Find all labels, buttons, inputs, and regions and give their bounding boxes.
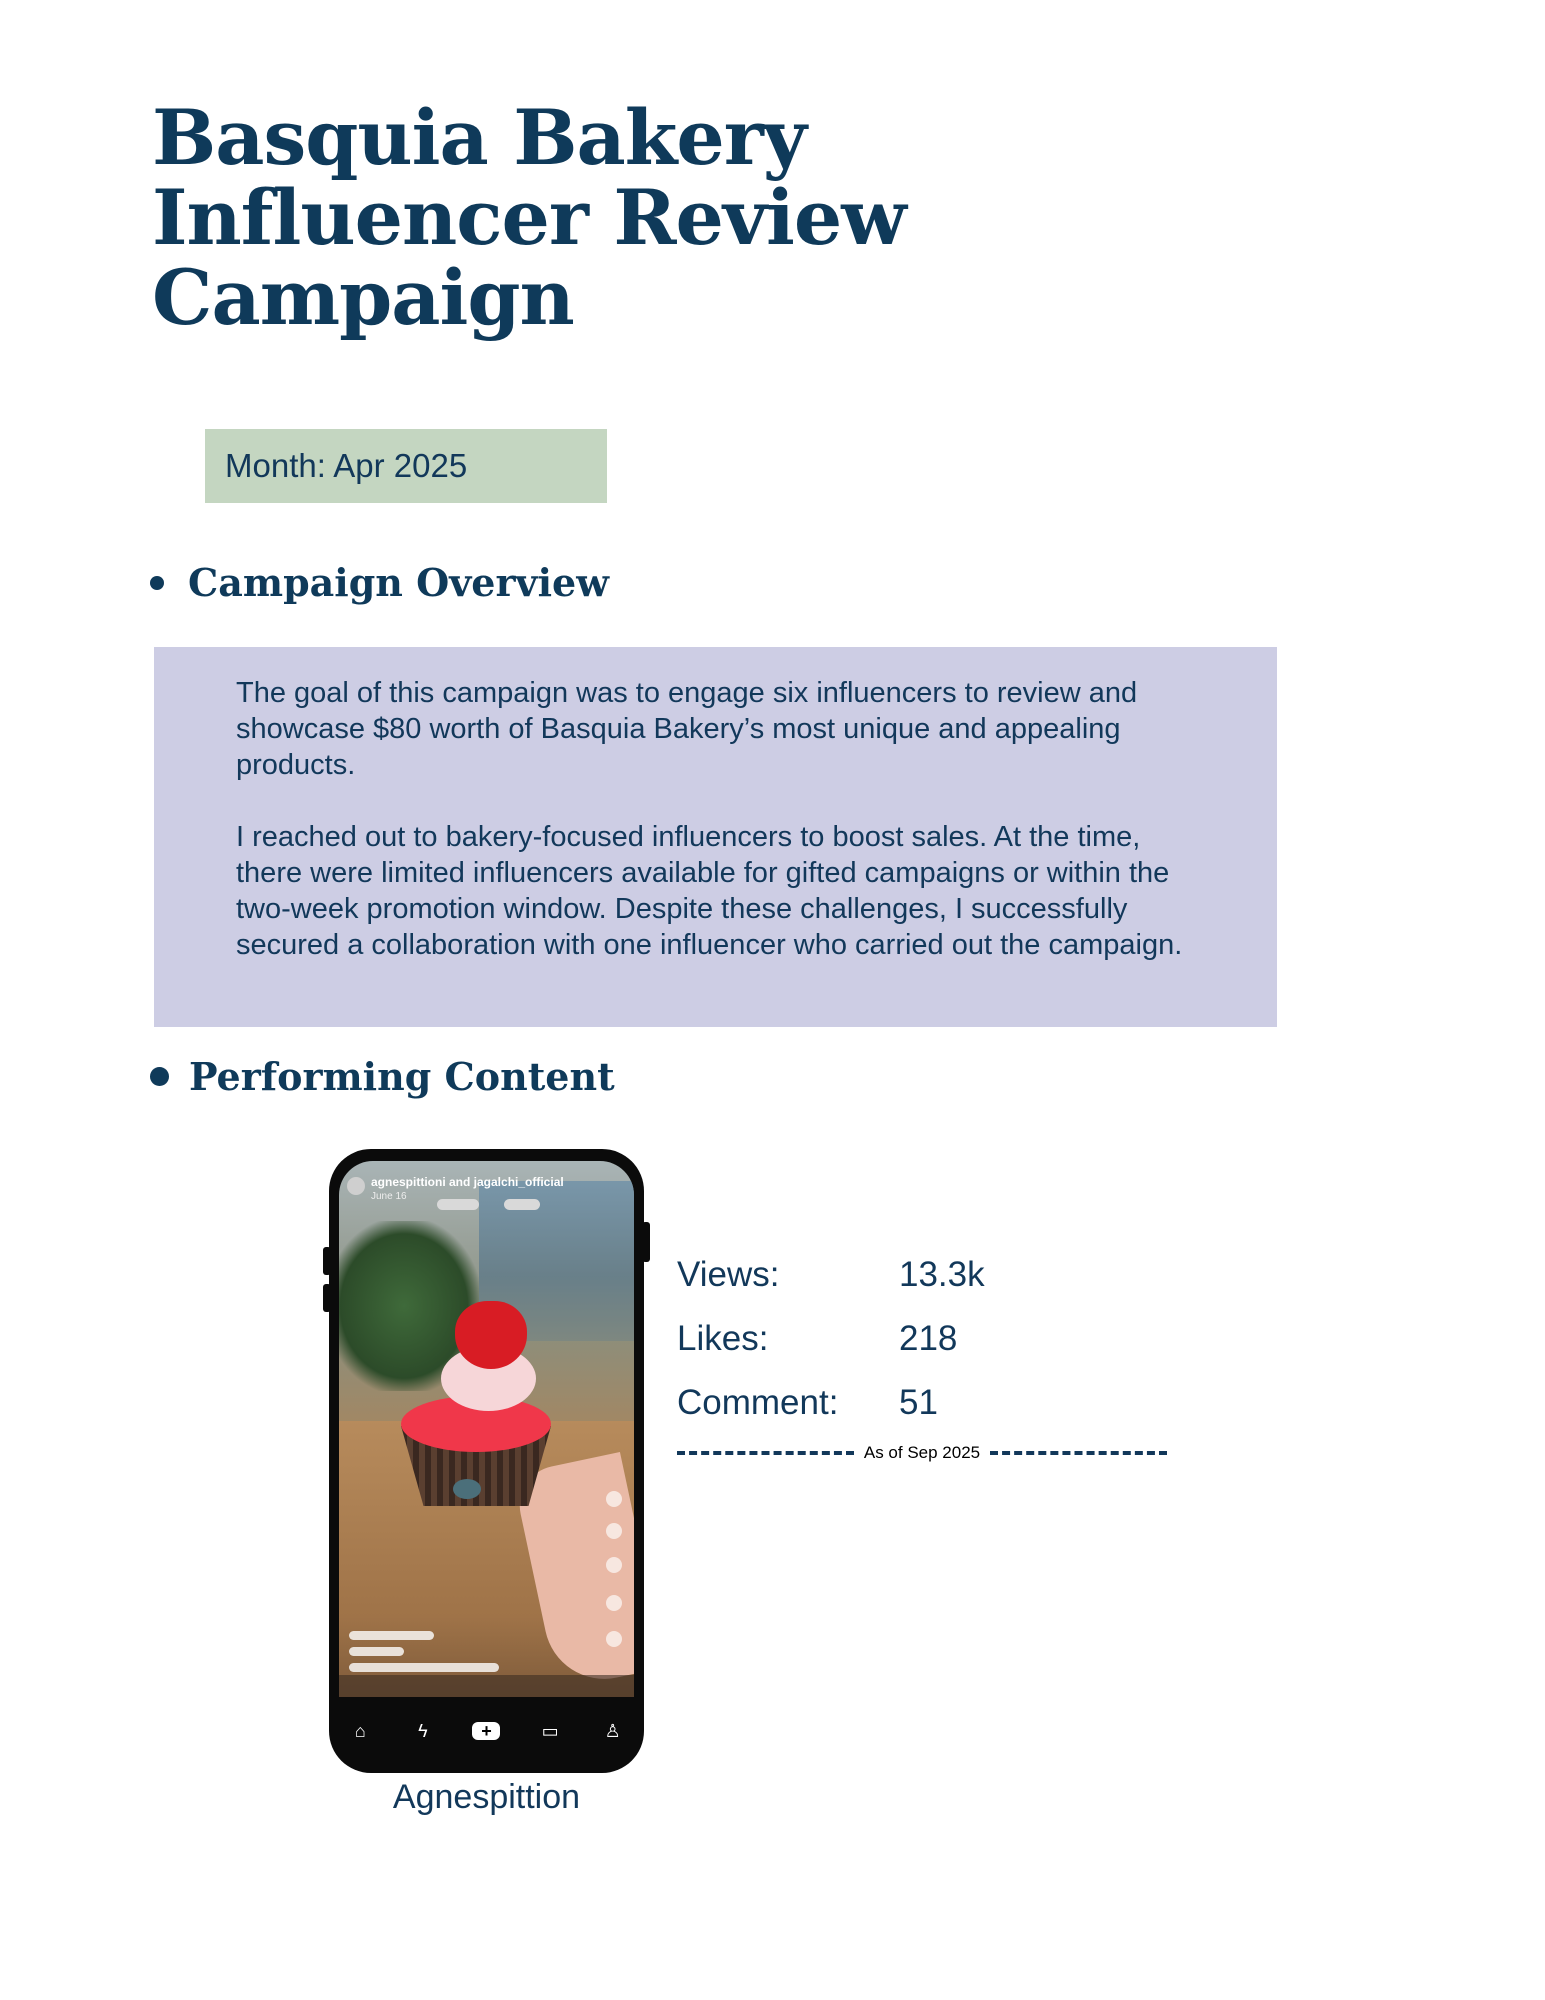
tab-pill[interactable] — [437, 1199, 479, 1210]
video-progress-strip — [339, 1675, 634, 1697]
caption-line — [349, 1631, 434, 1640]
bullet-icon — [150, 576, 164, 590]
stat-label: Likes: — [677, 1319, 769, 1358]
strawberry-image — [455, 1301, 527, 1369]
phone-nav-bar — [329, 1701, 644, 1761]
overview-box — [154, 647, 1277, 1027]
comment-icon[interactable] — [606, 1557, 622, 1573]
section-heading-performing — [150, 1054, 615, 1099]
section-heading-label: Performing Content — [189, 1054, 615, 1099]
title-line-2: Influencer Review — [152, 173, 906, 262]
stat-value: 13.3k — [899, 1255, 985, 1294]
section-heading-label: Campaign Overview — [188, 560, 609, 605]
title-line-3: Campaign — [152, 253, 574, 342]
share-icon[interactable] — [606, 1631, 622, 1647]
bullet-icon — [150, 1067, 169, 1086]
home-icon[interactable]: ⌂ — [354, 1720, 366, 1741]
heart-icon[interactable] — [606, 1523, 622, 1539]
dashed-line — [990, 1451, 1167, 1455]
influencer-name: Agnespittion — [392, 1778, 581, 1816]
caption-line — [349, 1647, 404, 1656]
add-icon[interactable] — [606, 1491, 622, 1507]
plus-icon[interactable]: + — [472, 1722, 500, 1740]
section-heading-overview — [150, 560, 609, 605]
phone-mockup — [329, 1149, 644, 1773]
fingernail — [453, 1479, 481, 1499]
overview-paragraph: I reached out to bakery-focused influencers to boost sales. At the time, there were limited influencers available for gifted campaigns or within the two-week promotion window. Despite these challenges, I successfully secured a collaboration with one influencer who carried out the campaign. — [236, 821, 1183, 961]
dashed-line — [677, 1451, 854, 1455]
as-of-label: As of Sep 2025 — [863, 1443, 981, 1462]
lightning-icon[interactable]: ϟ — [418, 1720, 428, 1741]
overview-paragraph: The goal of this campaign was to engage six influencers to review and showcase $80 worth of Basquia Bakery’s most unique and appealing products. — [236, 677, 1138, 781]
tab-pill[interactable] — [504, 1199, 540, 1210]
avatar[interactable] — [347, 1177, 365, 1195]
as-of-divider — [677, 1443, 1167, 1463]
stat-value: 218 — [899, 1319, 958, 1358]
caption-line — [349, 1663, 499, 1672]
stat-value: 51 — [899, 1383, 938, 1422]
post-video-thumbnail[interactable] — [339, 1161, 634, 1697]
page-title — [152, 93, 906, 342]
message-icon[interactable]: ▭ — [541, 1720, 559, 1741]
post-date: June 16 — [371, 1191, 407, 1202]
bookmark-icon[interactable] — [606, 1595, 622, 1611]
stat-label: Views: — [677, 1255, 780, 1294]
stat-label: Comment: — [677, 1383, 839, 1422]
title-line-1: Basquia Bakery — [152, 93, 806, 182]
post-accounts[interactable]: agnespittioni and jagalchi_official — [371, 1175, 564, 1189]
profile-icon[interactable]: ♙ — [604, 1720, 621, 1741]
month-badge: Month: Apr 2025 — [205, 429, 607, 503]
